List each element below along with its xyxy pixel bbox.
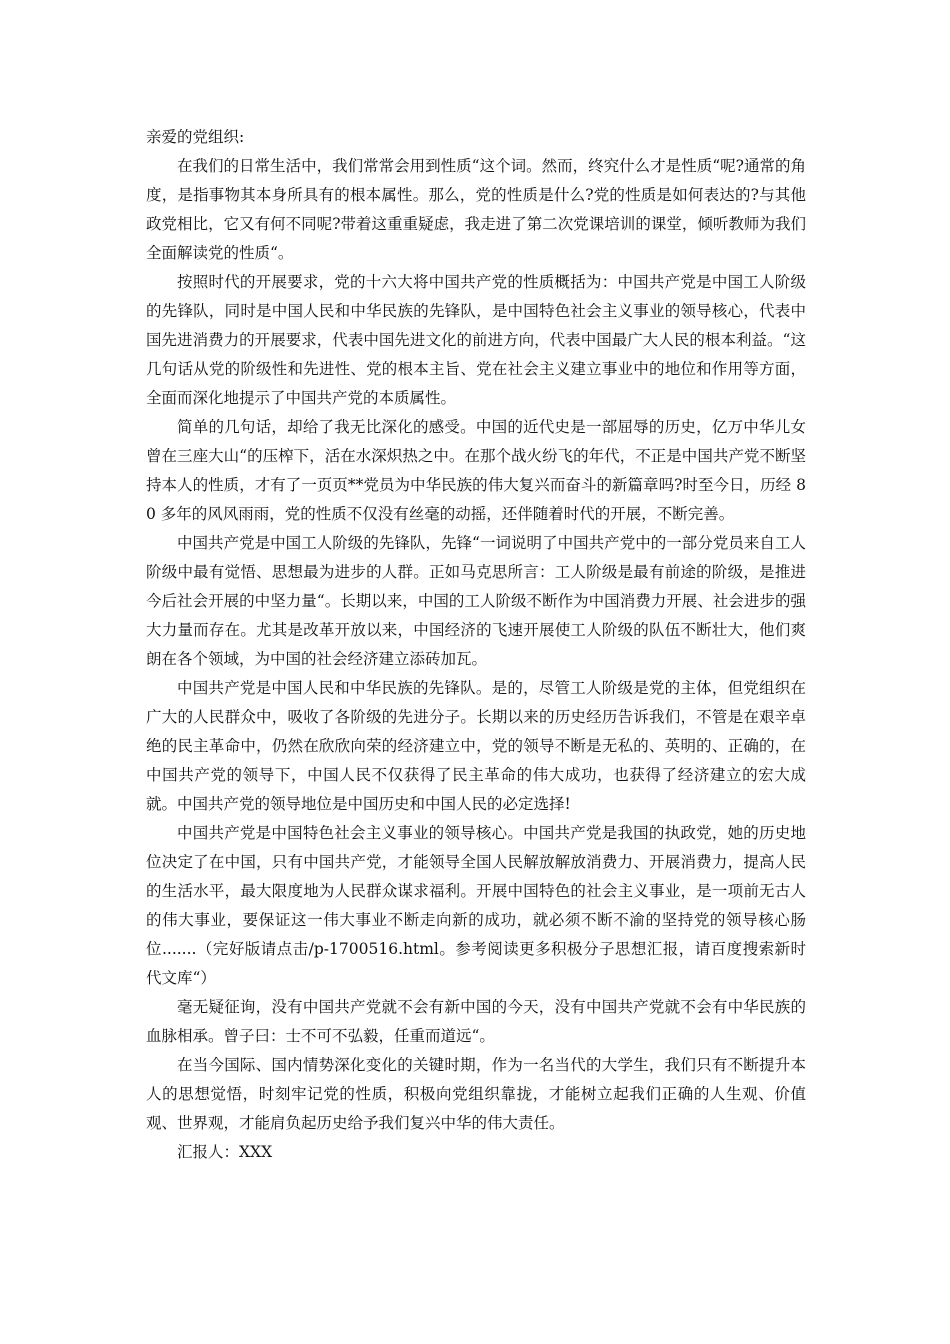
paragraph-5: 中国共产党是中国人民和中华民族的先锋队。是的，尽管工人阶级是党的主体，但党组织在广大的人民群众中，吸收了各阶级的先进分子。长期以来的历史经历告诉我们，不管是在艰辛卓绝的民主革命中，仍然在欣欣向荣的经济建立中，党的领导不断是无私的、英明的、正确的，在中国共产党的领导下，中国人民不仅获得了民主革命的伟大成功，也获得了经济建立的宏大成就。中国共产党的领导地位是中国历史和中国人民的必定选择!	[146, 679, 806, 813]
paragraph-4: 中国共产党是中国工人阶级的先锋队，先锋“一词说明了中国共产党中的一部分党员来自工人阶级中最有觉悟、思想最为进步的人群。正如马克思所言：工人阶级是最有前途的阶级，是推进今后社会开展的中坚力量“。长期以来，中国的工人阶级不断作为中国消费力开展、社会进步的强大力量而存在。尤其是改革开放以来，中国经济的飞速开展使工人阶级的队伍不断壮大，他们爽朗在各个领域，为中国的社会经济建立添砖加瓦。	[146, 534, 806, 668]
signature: 汇报人：XXX	[177, 1143, 273, 1161]
letter-body	[146, 123, 806, 1167]
salutation: 亲爱的党组织:	[146, 128, 245, 146]
paragraph-6: 中国共产党是中国特色社会主义事业的领导核心。中国共产党是我国的执政党，她的历史地位决定了在中国，只有中国共产党，才能领导全国人民解放解放消费力、开展消费力，提高人民的生活水平，最大限度地为人民群众谋求福利。开展中国特色的社会主义事业，是一项前无古人的伟大事业，要保证这一伟大事业不断走向新的成功，就必须不断不渝的坚持党的领导核心肠位.......（完好版请点击/p-1700516.html。参考阅读更多积极分子思想汇报，请百度搜索新时代文库“）	[146, 824, 806, 987]
paragraph-7: 毫无疑征询，没有中国共产党就不会有新中国的今天，没有中国共产党就不会有中华民族的血脉相承。曾子曰：士不可不弘毅，任重而道远“。	[146, 998, 806, 1045]
paragraph-3: 简单的几句话，却给了我无比深化的感受。中国的近代史是一部屈辱的历史，亿万中华儿女曾在三座大山“的压榨下，活在水深炽热之中。在那个战火纷飞的年代，不正是中国共产党不断坚持本人的性质，才有了一页页**党员为中华民族的伟大复兴而奋斗的新篇章吗?时至今日，历经 80 多年的风风雨雨，党的性质不仅没有丝毫的动摇，还伴随着时代的开展，不断完善。	[146, 418, 806, 523]
paragraph-1: 在我们的日常生活中，我们常常会用到性质“这个词。然而，终究什么才是性质“呢?通常的角度，是指事物其本身所具有的根本属性。那么，党的性质是什么?党的性质是如何表达的?与其他政党相比，它又有何不同呢?带着这重重疑虑，我走进了第二次党课培训的课堂，倾听教师为我们全面解读党的性质“。	[146, 157, 806, 262]
paragraph-8: 在当今国际、国内情势深化变化的关键时期，作为一名当代的大学生，我们只有不断提升本人的思想觉悟，时刻牢记党的性质，积极向党组织靠拢，才能树立起我们正确的人生观、价值观、世界观，才能肩负起历史给予我们复兴中华的伟大责任。	[146, 1056, 806, 1132]
paragraph-2: 按照时代的开展要求，党的十六大将中国共产党的性质概括为：中国共产党是中国工人阶级的先锋队，同时是中国人民和中华民族的先锋队，是中国特色社会主义事业的领导核心，代表中国先进消费力的开展要求，代表中国先进文化的前进方向，代表中国最广大人民的根本利益。“这几句话从党的阶级性和先进性、党的根本主旨、党在社会主义建立事业中的地位和作用等方面，全面而深化地提示了中国共产党的本质属性。	[146, 273, 806, 407]
